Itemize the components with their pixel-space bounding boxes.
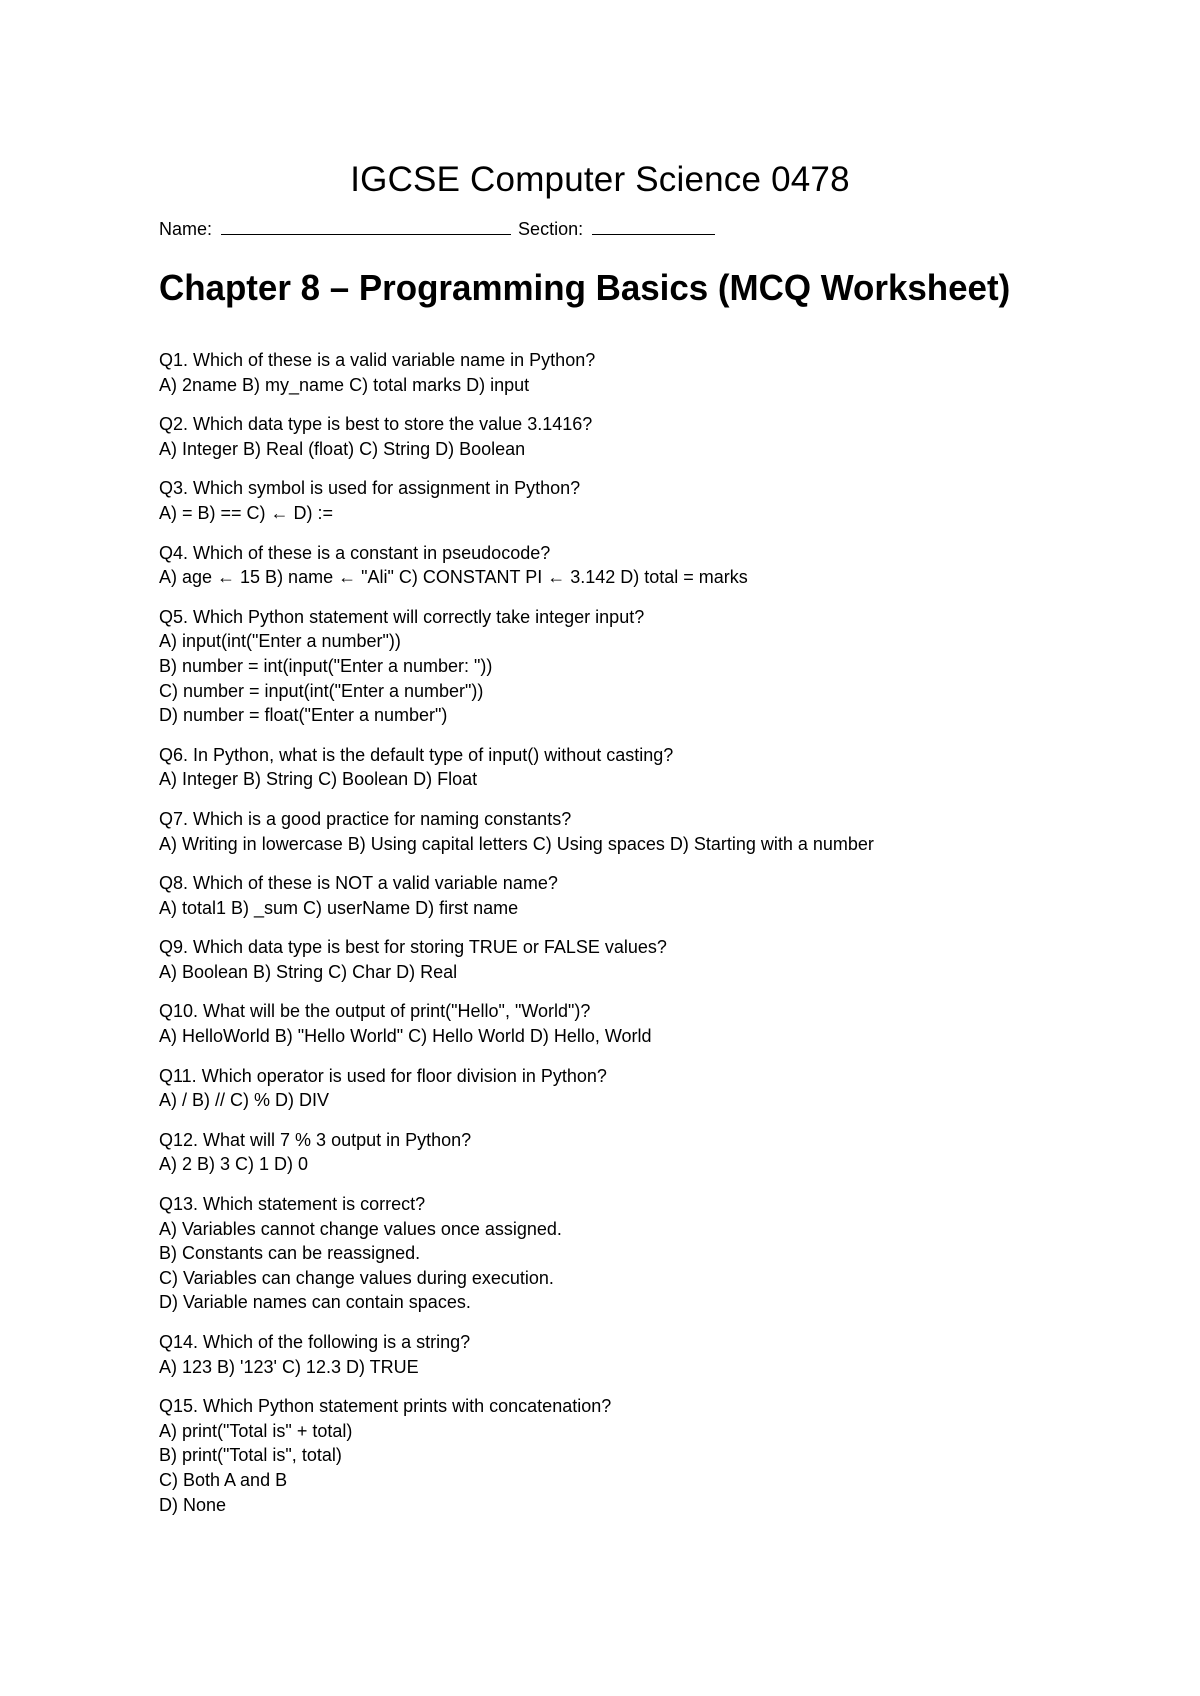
question-text: Q2. Which data type is best to store the value 3.1416? — [159, 414, 593, 435]
question-text: Q3. Which symbol is used for assignment in Python? — [159, 478, 581, 499]
answer-options: A) Boolean B) String C) Char D) Real — [159, 961, 458, 982]
question-15 — [159, 1394, 1159, 1517]
question-4 — [159, 541, 1159, 590]
answer-options: A) input(int("Enter a number")) — [159, 631, 401, 652]
answer-options: C) Variables can change values during execution. — [159, 1267, 554, 1288]
question-8 — [159, 871, 1159, 920]
answer-options: C) number = input(int("Enter a number")) — [159, 680, 484, 701]
answer-options: D) Variable names can contain spaces. — [159, 1292, 471, 1313]
question-text: Q10. What will be the output of print("Hello", "World")? — [159, 1001, 591, 1022]
answer-options: B) print("Total is", total) — [159, 1445, 342, 1466]
document-title: IGCSE Computer Science 0478 — [350, 160, 850, 199]
answer-options: A) Integer B) Real (float) C) String D) Boolean — [159, 438, 526, 459]
question-13 — [159, 1192, 1159, 1315]
question-text: Q9. Which data type is best for storing TRUE or FALSE values? — [159, 937, 667, 958]
question-11 — [159, 1064, 1159, 1113]
answer-options: C) Both A and B — [159, 1469, 288, 1490]
answer-options: D) None — [159, 1494, 227, 1515]
question-12 — [159, 1128, 1159, 1177]
section-blank — [592, 217, 715, 235]
question-text: Q11. Which operator is used for floor division in Python? — [159, 1065, 607, 1086]
question-text: Q8. Which of these is NOT a valid variable name? — [159, 873, 558, 894]
name-section-line — [159, 217, 717, 241]
name-label: Name: — [159, 219, 213, 239]
name-blank — [221, 217, 511, 235]
question-10 — [159, 999, 1159, 1048]
question-list — [159, 348, 1159, 1532]
question-14 — [159, 1330, 1159, 1379]
question-text: Q15. Which Python statement prints with concatenation? — [159, 1396, 612, 1417]
section-label: Section: — [518, 219, 584, 239]
question-7 — [159, 807, 1159, 856]
answer-options: A) HelloWorld B) "Hello World" C) Hello World D) Hello, World — [159, 1026, 652, 1047]
question-2 — [159, 412, 1159, 461]
answer-options: A) Writing in lowercase B) Using capital letters C) Using spaces D) Starting with a number — [159, 833, 874, 854]
answer-options: B) number = int(input("Enter a number: ")) — [159, 655, 493, 676]
question-text: Q4. Which of these is a constant in pseudocode? — [159, 542, 551, 563]
answer-options: A) Integer B) String C) Boolean D) Float — [159, 769, 478, 790]
question-5 — [159, 605, 1159, 728]
question-text: Q7. Which is a good practice for naming constants? — [159, 808, 572, 829]
answer-options: A) = B) == C) ← D) := — [159, 502, 334, 523]
question-text: Q13. Which statement is correct? — [159, 1194, 426, 1215]
answer-options: A) Variables cannot change values once assigned. — [159, 1218, 562, 1239]
answer-options: A) total1 B) _sum C) userName D) first name — [159, 897, 519, 918]
answer-options: A) print("Total is" + total) — [159, 1420, 353, 1441]
question-text: Q14. Which of the following is a string? — [159, 1332, 471, 1352]
answer-options: A) age ← 15 B) name ← "Ali" C) CONSTANT PI ← 3.142 D) total = marks — [159, 567, 748, 588]
question-9 — [159, 935, 1159, 984]
answer-options: A) 123 B) '123' C) 12.3 D) TRUE — [159, 1356, 419, 1377]
question-3 — [159, 476, 1159, 525]
chapter-title: Chapter 8 – Programming Basics (MCQ Worksheet) — [159, 267, 1011, 308]
answer-options: A) / B) // C) % D) DIV — [159, 1090, 330, 1111]
question-text: Q1. Which of these is a valid variable name in Python? — [159, 350, 596, 370]
answer-options: A) 2name B) my_name C) total marks D) input — [159, 374, 530, 395]
answer-options: B) Constants can be reassigned. — [159, 1243, 421, 1264]
question-6 — [159, 743, 1159, 792]
question-text: Q6. In Python, what is the default type of input() without casting? — [159, 744, 674, 765]
question-text: Q5. Which Python statement will correctly take integer input? — [159, 606, 645, 627]
answer-options: A) 2 B) 3 C) 1 D) 0 — [159, 1154, 309, 1175]
question-text: Q12. What will 7 % 3 output in Python? — [159, 1129, 472, 1150]
answer-options: D) number = float("Enter a number") — [159, 705, 448, 726]
question-1 — [159, 348, 1159, 397]
